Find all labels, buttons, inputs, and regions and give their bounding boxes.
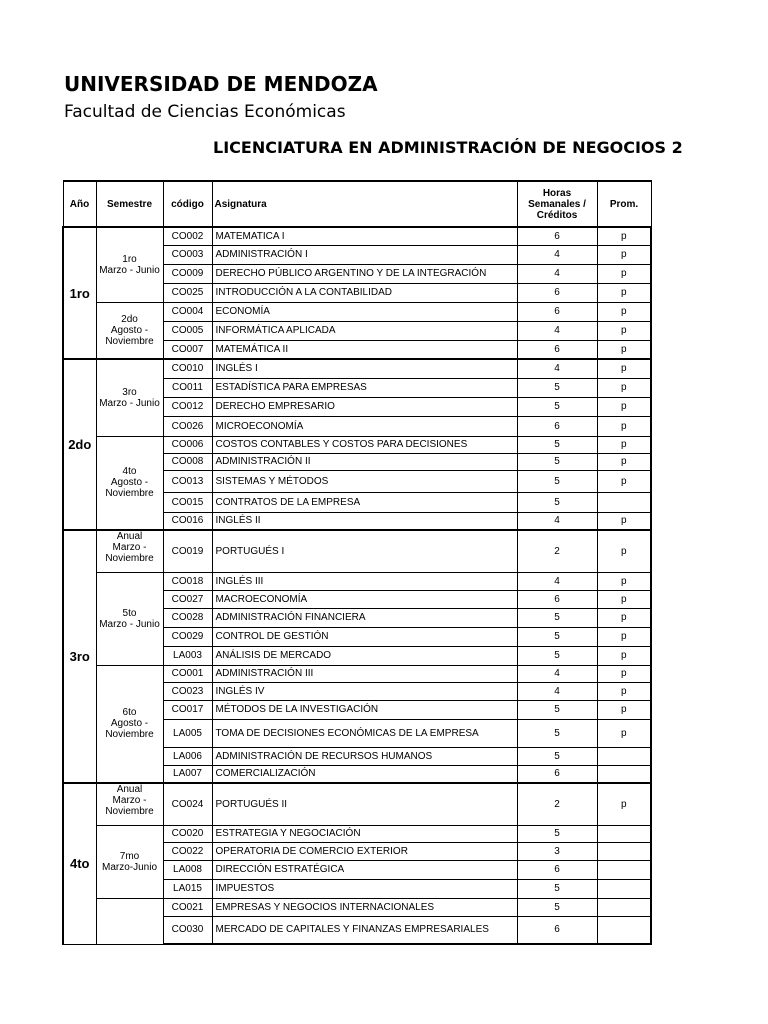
subject-prom bbox=[597, 898, 651, 916]
subject-hours: 4 bbox=[517, 245, 597, 264]
subject-prom: p bbox=[597, 416, 651, 436]
subject-name: TOMA DE DECISIONES ECONÓMICAS DE LA EMPRESA bbox=[212, 719, 517, 747]
subject-code: CO002 bbox=[163, 227, 212, 245]
col-header-subject: Asignatura bbox=[212, 181, 517, 227]
subject-name: INGLÉS III bbox=[212, 572, 517, 590]
semester-label: 2do Agosto - Noviembre bbox=[96, 302, 163, 359]
subject-prom: p bbox=[597, 608, 651, 627]
subject-prom bbox=[597, 916, 651, 944]
subject-code: CO004 bbox=[163, 302, 212, 321]
subject-prom: p bbox=[597, 719, 651, 747]
subject-name: CONTROL DE GESTIÓN bbox=[212, 627, 517, 646]
subject-name: INGLÉS IV bbox=[212, 682, 517, 700]
subject-prom bbox=[597, 879, 651, 898]
subject-name: ADMINISTRACIÓN DE RECURSOS HUMANOS bbox=[212, 747, 517, 765]
subject-code: CO025 bbox=[163, 283, 212, 302]
subject-name: PORTUGUÉS II bbox=[212, 783, 517, 825]
subject-code: CO007 bbox=[163, 340, 212, 359]
subject-name: SISTEMAS Y MÉTODOS bbox=[212, 470, 517, 492]
subject-prom: p bbox=[597, 340, 651, 359]
table-row bbox=[63, 783, 651, 825]
subject-prom: p bbox=[597, 436, 651, 453]
subject-code: LA006 bbox=[163, 747, 212, 765]
subject-prom: p bbox=[597, 283, 651, 302]
subject-prom: p bbox=[597, 397, 651, 416]
subject-prom: p bbox=[597, 572, 651, 590]
subject-hours: 4 bbox=[517, 572, 597, 590]
subject-code: LA015 bbox=[163, 879, 212, 898]
subject-code: CO028 bbox=[163, 608, 212, 627]
subject-code: CO018 bbox=[163, 572, 212, 590]
subject-name: MERCADO DE CAPITALES Y FINANZAS EMPRESARIALES bbox=[212, 916, 517, 944]
subject-prom: p bbox=[597, 359, 651, 378]
subject-prom: p bbox=[597, 302, 651, 321]
subject-hours: 4 bbox=[517, 665, 597, 682]
semester-label: 5to Marzo - Junio bbox=[96, 572, 163, 665]
subject-hours: 5 bbox=[517, 378, 597, 397]
subject-code: CO012 bbox=[163, 397, 212, 416]
subject-name: ESTRATEGIA Y NEGOCIACIÓN bbox=[212, 825, 517, 842]
subject-prom bbox=[597, 747, 651, 765]
subject-prom bbox=[597, 492, 651, 512]
table-row bbox=[63, 302, 651, 321]
subject-name: CONTRATOS DE LA EMPRESA bbox=[212, 492, 517, 512]
subject-code: CO010 bbox=[163, 359, 212, 378]
year-label: 1ro bbox=[63, 227, 96, 359]
subject-hours: 4 bbox=[517, 321, 597, 340]
subject-prom bbox=[597, 825, 651, 842]
subject-prom: p bbox=[597, 646, 651, 665]
subject-name: ADMINISTRACIÓN FINANCIERA bbox=[212, 608, 517, 627]
table-body bbox=[63, 227, 651, 944]
subject-hours: 6 bbox=[517, 765, 597, 783]
table-row bbox=[63, 436, 651, 453]
subject-code: CO024 bbox=[163, 783, 212, 825]
subject-hours: 6 bbox=[517, 916, 597, 944]
semester-label: 6to Agosto - Noviembre bbox=[96, 665, 163, 783]
subject-name: INGLÉS I bbox=[212, 359, 517, 378]
subject-name: INGLÉS II bbox=[212, 512, 517, 530]
semester-label: 7mo Marzo-Junio bbox=[96, 825, 163, 898]
subject-code: LA005 bbox=[163, 719, 212, 747]
subject-code: CO013 bbox=[163, 470, 212, 492]
subject-prom bbox=[597, 765, 651, 783]
subject-hours: 6 bbox=[517, 283, 597, 302]
subject-hours: 6 bbox=[517, 340, 597, 359]
subject-hours: 4 bbox=[517, 512, 597, 530]
table-row bbox=[63, 530, 651, 572]
subject-name: MATEMATICA I bbox=[212, 227, 517, 245]
subject-hours: 6 bbox=[517, 302, 597, 321]
subject-hours: 5 bbox=[517, 470, 597, 492]
subject-prom: p bbox=[597, 227, 651, 245]
year-label: 4to bbox=[63, 783, 96, 944]
subject-name: MICROECONOMÍA bbox=[212, 416, 517, 436]
university-name: UNIVERSIDAD DE MENDOZA bbox=[64, 72, 378, 96]
subject-code: CO023 bbox=[163, 682, 212, 700]
subject-name: ESTADÍSTICA PARA EMPRESAS bbox=[212, 378, 517, 397]
semester-label: Anual Marzo - Noviembre bbox=[96, 783, 163, 825]
subject-name: PORTUGUÉS I bbox=[212, 530, 517, 572]
subject-code: CO011 bbox=[163, 378, 212, 397]
subject-code: CO017 bbox=[163, 700, 212, 719]
subject-code: CO026 bbox=[163, 416, 212, 436]
subject-hours: 2 bbox=[517, 530, 597, 572]
subject-hours: 4 bbox=[517, 682, 597, 700]
semester-label: 3ro Marzo - Junio bbox=[96, 359, 163, 436]
program-title: LICENCIATURA EN ADMINISTRACIÓN DE NEGOCIOS 2 bbox=[213, 138, 683, 157]
subject-code: CO030 bbox=[163, 916, 212, 944]
subject-prom: p bbox=[597, 470, 651, 492]
subject-code: CO009 bbox=[163, 264, 212, 283]
subject-name: MÉTODOS DE LA INVESTIGACIÓN bbox=[212, 700, 517, 719]
subject-name: COMERCIALIZACIÓN bbox=[212, 765, 517, 783]
subject-prom: p bbox=[597, 512, 651, 530]
subject-prom: p bbox=[597, 530, 651, 572]
subject-code: LA003 bbox=[163, 646, 212, 665]
table-row bbox=[63, 898, 651, 916]
subject-hours: 6 bbox=[517, 860, 597, 879]
subject-hours: 5 bbox=[517, 608, 597, 627]
year-label: 2do bbox=[63, 359, 96, 530]
curriculum-table bbox=[62, 180, 652, 945]
subject-hours: 6 bbox=[517, 227, 597, 245]
subject-hours: 6 bbox=[517, 416, 597, 436]
subject-prom bbox=[597, 842, 651, 860]
subject-name: COSTOS CONTABLES Y COSTOS PARA DECISIONES bbox=[212, 436, 517, 453]
subject-code: CO003 bbox=[163, 245, 212, 264]
year-label: 3ro bbox=[63, 530, 96, 783]
subject-name: DERECHO PÚBLICO ARGENTINO Y DE LA INTEGRACIÓN bbox=[212, 264, 517, 283]
subject-code: CO027 bbox=[163, 590, 212, 608]
subject-hours: 5 bbox=[517, 453, 597, 470]
subject-code: CO029 bbox=[163, 627, 212, 646]
subject-code: CO005 bbox=[163, 321, 212, 340]
col-header-semester: Semestre bbox=[96, 181, 163, 227]
subject-prom: p bbox=[597, 783, 651, 825]
subject-hours: 6 bbox=[517, 590, 597, 608]
subject-name: ADMINISTRACIÓN II bbox=[212, 453, 517, 470]
subject-name: ADMINISTRACIÓN I bbox=[212, 245, 517, 264]
subject-name: DERECHO EMPRESARIO bbox=[212, 397, 517, 416]
subject-prom: p bbox=[597, 245, 651, 264]
table-row bbox=[63, 359, 651, 378]
subject-prom: p bbox=[597, 378, 651, 397]
semester-label: Anual Marzo - Noviembre bbox=[96, 530, 163, 572]
semester-label: 4to Agosto - Noviembre bbox=[96, 436, 163, 530]
subject-code: CO016 bbox=[163, 512, 212, 530]
subject-code: CO022 bbox=[163, 842, 212, 860]
subject-hours: 5 bbox=[517, 700, 597, 719]
col-header-year: Año bbox=[63, 181, 96, 227]
subject-prom bbox=[597, 860, 651, 879]
subject-hours: 4 bbox=[517, 359, 597, 378]
subject-name: EMPRESAS Y NEGOCIOS INTERNACIONALES bbox=[212, 898, 517, 916]
subject-name: ECONOMÍA bbox=[212, 302, 517, 321]
table-row bbox=[63, 227, 651, 245]
subject-code: CO020 bbox=[163, 825, 212, 842]
subject-code: CO015 bbox=[163, 492, 212, 512]
table-row bbox=[63, 825, 651, 842]
subject-hours: 5 bbox=[517, 879, 597, 898]
subject-code: LA008 bbox=[163, 860, 212, 879]
subject-hours: 5 bbox=[517, 492, 597, 512]
subject-prom: p bbox=[597, 321, 651, 340]
col-header-prom: Prom. bbox=[597, 181, 651, 227]
subject-hours: 5 bbox=[517, 719, 597, 747]
subject-name: IMPUESTOS bbox=[212, 879, 517, 898]
subject-hours: 5 bbox=[517, 627, 597, 646]
semester-label bbox=[96, 898, 163, 944]
subject-prom: p bbox=[597, 665, 651, 682]
semester-label: 1ro Marzo - Junio bbox=[96, 227, 163, 302]
subject-hours: 5 bbox=[517, 898, 597, 916]
subject-hours: 5 bbox=[517, 747, 597, 765]
col-header-code: código bbox=[163, 181, 212, 227]
subject-prom: p bbox=[597, 453, 651, 470]
subject-hours: 5 bbox=[517, 646, 597, 665]
subject-code: CO019 bbox=[163, 530, 212, 572]
subject-name: INFORMÁTICA APLICADA bbox=[212, 321, 517, 340]
subject-code: CO001 bbox=[163, 665, 212, 682]
subject-prom: p bbox=[597, 590, 651, 608]
subject-code: CO021 bbox=[163, 898, 212, 916]
table-row bbox=[63, 665, 651, 682]
subject-hours: 4 bbox=[517, 264, 597, 283]
table-row bbox=[63, 572, 651, 590]
faculty-name: Facultad de Ciencias Económicas bbox=[64, 102, 346, 122]
subject-code: LA007 bbox=[163, 765, 212, 783]
subject-hours: 3 bbox=[517, 842, 597, 860]
curriculum-table-container bbox=[62, 180, 768, 980]
subject-hours: 5 bbox=[517, 825, 597, 842]
subject-name: MATEMÁTICA II bbox=[212, 340, 517, 359]
subject-name: MACROECONOMÍA bbox=[212, 590, 517, 608]
subject-name: ANÁLISIS DE MERCADO bbox=[212, 646, 517, 665]
subject-name: ADMINISTRACIÓN III bbox=[212, 665, 517, 682]
col-header-hours: Horas Semanales / Créditos bbox=[517, 181, 597, 227]
subject-prom: p bbox=[597, 627, 651, 646]
subject-code: CO008 bbox=[163, 453, 212, 470]
subject-name: INTRODUCCIÓN A LA CONTABILIDAD bbox=[212, 283, 517, 302]
subject-code: CO006 bbox=[163, 436, 212, 453]
subject-hours: 5 bbox=[517, 397, 597, 416]
table-header-row bbox=[63, 181, 651, 227]
subject-prom: p bbox=[597, 264, 651, 283]
subject-hours: 5 bbox=[517, 436, 597, 453]
subject-name: OPERATORIA DE COMERCIO EXTERIOR bbox=[212, 842, 517, 860]
subject-name: DIRECCIÓN ESTRATÉGICA bbox=[212, 860, 517, 879]
subject-prom: p bbox=[597, 682, 651, 700]
subject-prom: p bbox=[597, 700, 651, 719]
subject-hours: 2 bbox=[517, 783, 597, 825]
